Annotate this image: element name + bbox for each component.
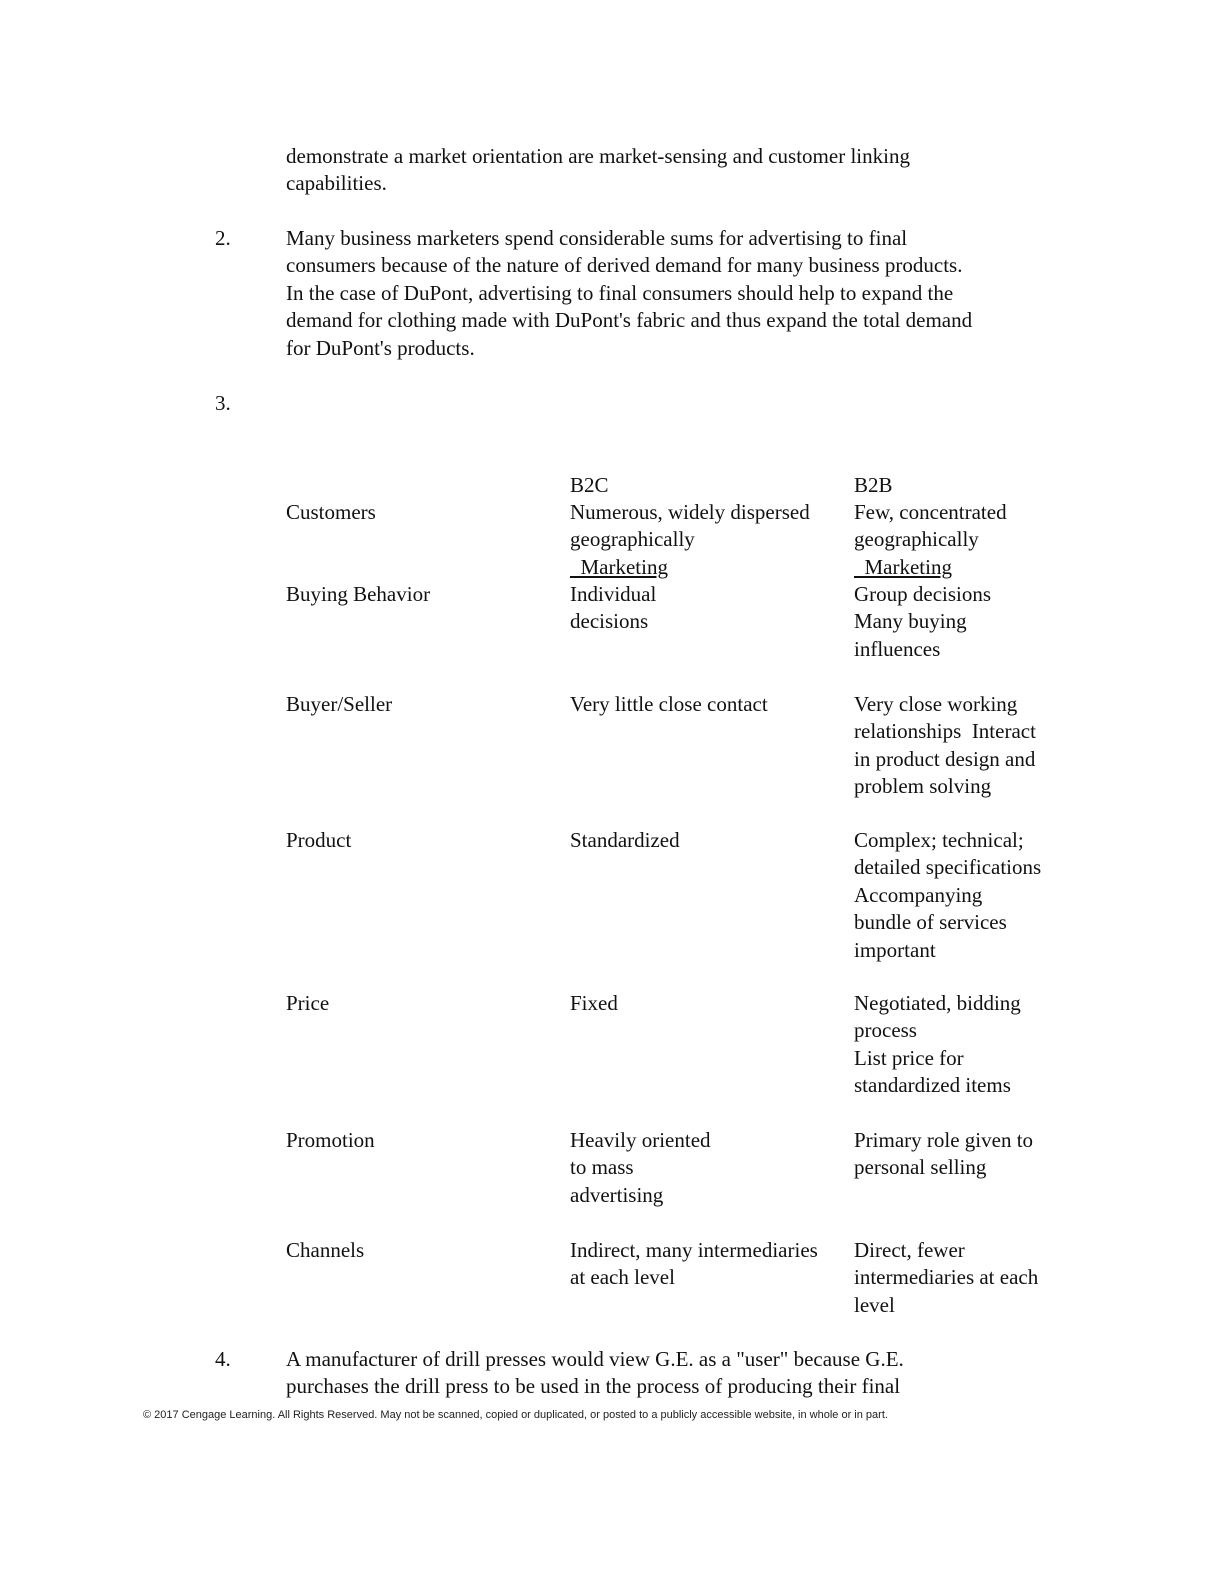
b2b-cell: Primary role given to personal selling [854, 1128, 1034, 1180]
paragraph-4: A manufacturer of drill presses would view G.E. as a "user" because G.E. purchases the drill press to be used in the process of producing their final [286, 1347, 904, 1399]
row-label: Buying Behavior [286, 582, 431, 606]
b2c-header-line2: Marketing [570, 555, 668, 580]
row-label: Promotion [286, 1128, 375, 1152]
item-number-4: 4. [215, 1347, 231, 1371]
b2c-header-line1: B2C [570, 472, 609, 497]
b2b-header-line2: Marketing [854, 555, 952, 580]
b2b-header-line1: B2B [854, 472, 893, 497]
row-label: Price [286, 991, 330, 1015]
b2c-cell: Very little close contact [570, 692, 768, 716]
b2c-cell: Fixed [570, 991, 618, 1015]
row-label: Buyer/Seller [286, 692, 393, 716]
paragraph-2: Many business marketers spend considerable sums for advertising to final consumers because of the nature of derived demand for many business products. In the case of DuPont, advertising to final consumers should help to expand the demand for clothing made with DuPont's fabric and thus expand the total demand for DuPont's products. [286, 226, 973, 360]
b2b-cell: Complex; technical; detailed specifications Accompanying bundle of services important [854, 828, 1042, 962]
copyright-footer: © 2017 Cengage Learning. All Rights Reserved. May not be scanned, copied or duplicated, or posted to a publicly accessible website, in whole or in part. [143, 1409, 888, 1421]
b2c-cell: Standardized [570, 828, 680, 852]
b2c-cell: Individual decisions [570, 582, 657, 634]
row-label: Customers [286, 500, 376, 524]
paragraph-1-continuation: demonstrate a market orientation are market-sensing and customer linking capabilities. [286, 144, 910, 196]
item-number-3: 3. [215, 391, 231, 415]
item-number-2: 2. [215, 226, 231, 250]
b2b-cell: Few, concentrated geographically [854, 500, 1007, 552]
b2b-cell: Negotiated, bidding process List price for standardized items [854, 991, 1021, 1098]
b2b-cell: Very close working relationships Interact in product design and problem solving [854, 692, 1036, 799]
row-label: Product [286, 828, 352, 852]
b2b-cell: Group decisions Many buying influences [854, 582, 992, 661]
b2c-cell: Indirect, many intermediaries at each level [570, 1238, 818, 1290]
b2c-cell: Numerous, widely dispersed geographically [570, 500, 810, 552]
row-label: Channels [286, 1238, 365, 1262]
b2c-cell: Heavily oriented to mass advertising [570, 1128, 711, 1207]
b2b-cell: Direct, fewer intermediaries at each level [854, 1238, 1039, 1317]
